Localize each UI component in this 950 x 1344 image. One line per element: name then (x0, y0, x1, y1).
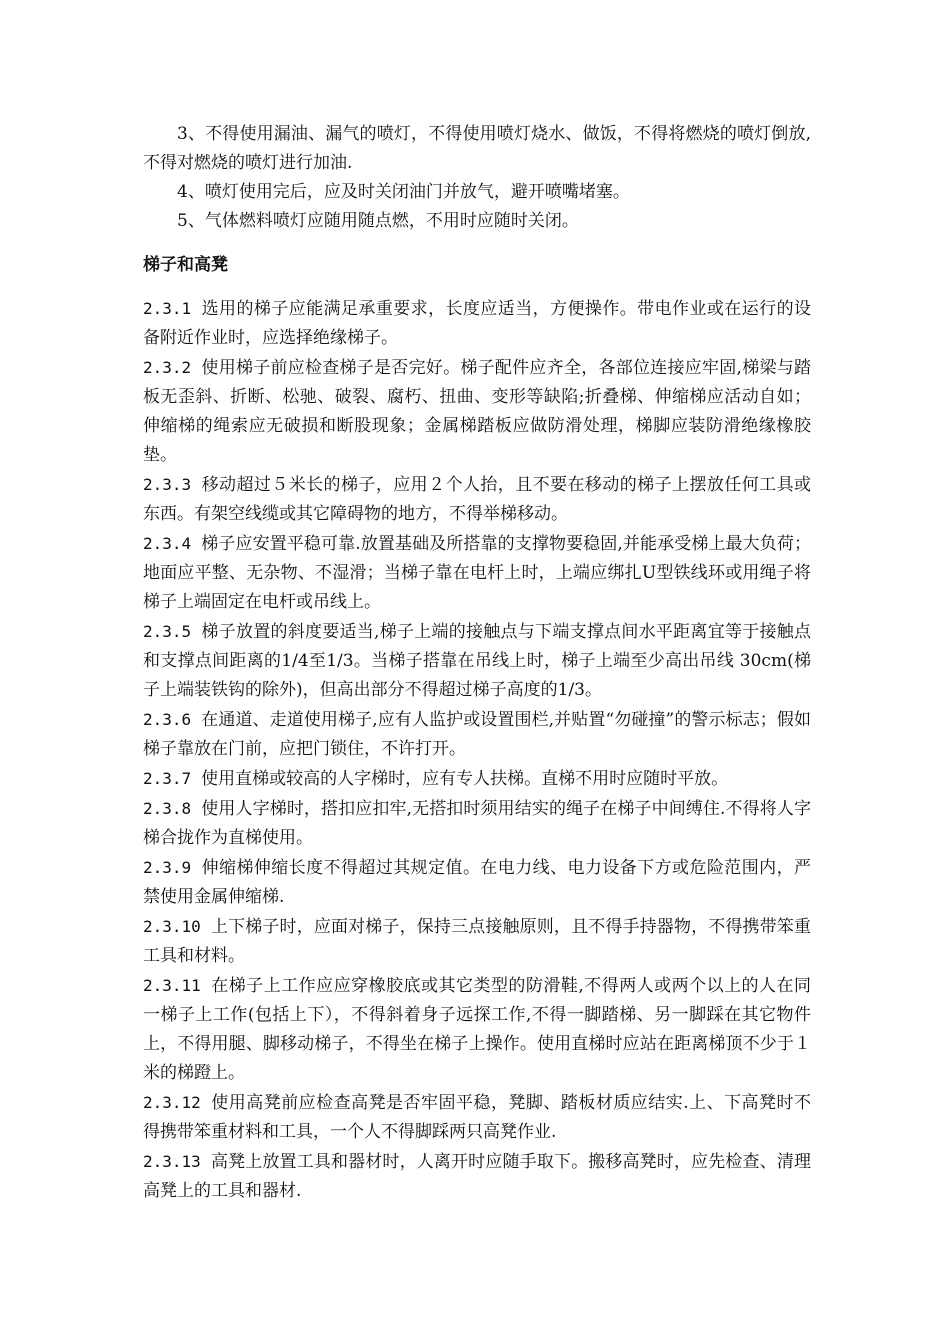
clause-item (143, 353, 811, 470)
intro-item: 4、喷灯使用完后，应及时关闭油门并放气，避开喷嘴堵塞。 (177, 182, 630, 202)
document-page (143, 120, 811, 1206)
clause-text: 移动超过５米长的梯子，应用２个人抬，且不要在移动的梯子上摆放任何工具或东西。有架空线缆或其它障碍物的地方，不得举梯移动。 (143, 475, 811, 524)
clause-item (143, 1088, 811, 1147)
clause-item (143, 794, 811, 853)
clause-item (143, 971, 811, 1088)
clause-text: 伸缩梯伸缩长度不得超过其规定值。在电力线、电力设备下方或危险范围内，严禁使用金属伸缩梯. (143, 858, 811, 907)
clause-number: 2.3.3 (143, 475, 192, 494)
clause-text: 梯子应安置平稳可靠.放置基础及所搭靠的支撑物要稳固,并能承受梯上最大负荷；地面应平整、无杂物、不湿滑；当梯子靠在电杆上时，上端应绑扎U型铁线环或用绳子将梯子上端固定在电杆或吊线上。 (143, 534, 811, 612)
clause-text: 使用梯子前应检查梯子是否完好。梯子配件应齐全，各部位连接应牢固,梯梁与踏板无歪斜、折断、松驰、破裂、腐朽、扭曲、变形等缺陷;折叠梯、伸缩梯应活动自如；伸缩梯的绳索应无破损和断股现象；金属梯踏板应做防滑处理，梯脚应装防滑绝缘橡胶垫。 (143, 358, 811, 465)
clause-text: 使用高凳前应检查高凳是否牢固平稳，凳脚、踏板材质应结实.上、下高凳时不得携带笨重材料和工具，一个人不得脚踩两只高凳作业. (143, 1093, 811, 1142)
clause-item (143, 912, 811, 971)
clause-item (143, 529, 811, 617)
clause-number: 2.3.2 (143, 358, 192, 377)
clause-item (143, 294, 811, 353)
clause-item (143, 705, 811, 764)
clause-item (143, 1147, 811, 1206)
clause-number: 2.3.5 (143, 622, 192, 641)
clause-number: 2.3.10 (143, 917, 201, 936)
intro-item: 3、不得使用漏油、漏气的喷灯，不得使用喷灯烧水、做饭，不得将燃烧的喷灯倒放,不得对燃烧的喷灯进行加油. (143, 124, 811, 173)
clause-text: 选用的梯子应能满足承重要求，长度应适当，方便操作。带电作业或在运行的设备附近作业时，应选择绝缘梯子。 (143, 299, 811, 348)
clause-text: 使用直梯或较高的人字梯时，应有专人扶梯。直梯不用时应随时平放。 (201, 769, 729, 789)
clause-item (143, 764, 811, 794)
clause-number: 2.3.11 (143, 976, 201, 995)
clause-item (143, 853, 811, 912)
intro-item: 5、气体燃料喷灯应随用随点燃，不用时应随时关闭。 (177, 211, 579, 231)
clause-number: 2.3.12 (143, 1093, 201, 1112)
clause-item (143, 617, 811, 705)
clause-text: 高凳上放置工具和器材时，人离开时应随手取下。搬移高凳时，应先检查、清理高凳上的工具和器材. (143, 1152, 811, 1201)
clause-number: 2.3.13 (143, 1152, 201, 1171)
clause-text: 在通道、走道使用梯子,应有人监护或设置围栏,并贴置“勿碰撞”的警示标志；假如梯子靠放在门前，应把门锁住，不许打开。 (143, 710, 811, 759)
clause-text: 上下梯子时，应面对梯子，保持三点接触原则，且不得手持器物，不得携带笨重工具和材料。 (143, 917, 811, 966)
clause-number: 2.3.4 (143, 534, 192, 553)
clause-number: 2.3.9 (143, 858, 192, 877)
clause-text: 梯子放置的斜度要适当,梯子上端的接触点与下端支撑点间水平距离宜等于接触点和支撑点间距离的1/4至1/3。当梯子搭靠在吊线上时，梯子上端至少高出吊线 30cm(梯子上端装铁钩的除外)，但高出部分不得超过梯子高度的1/3。 (143, 622, 811, 700)
clause-number: 2.3.7 (143, 769, 192, 788)
clause-number: 2.3.8 (143, 799, 192, 818)
clause-list (143, 294, 811, 1206)
clause-number: 2.3.6 (143, 710, 192, 729)
clause-text: 使用人字梯时，搭扣应扣牢,无搭扣时须用结实的绳子在梯子中间缚住.不得将人字梯合拢作为直梯使用。 (143, 799, 811, 848)
clause-text: 在梯子上工作应应穿橡胶底或其它类型的防滑鞋,不得两人或两个以上的人在同一梯子上工作(包括上下），不得斜着身子远探工作,不得一脚踏梯、另一脚踩在其它物件上，不得用腿、脚移动梯子，不得坐在梯子上操作。使用直梯时应站在距离梯顶不少于１米的梯蹬上。 (143, 976, 811, 1083)
intro-list (143, 120, 811, 236)
section-title: 梯子和高凳 (143, 255, 228, 275)
clause-number: 2.3.1 (143, 299, 192, 318)
clause-item (143, 470, 811, 529)
